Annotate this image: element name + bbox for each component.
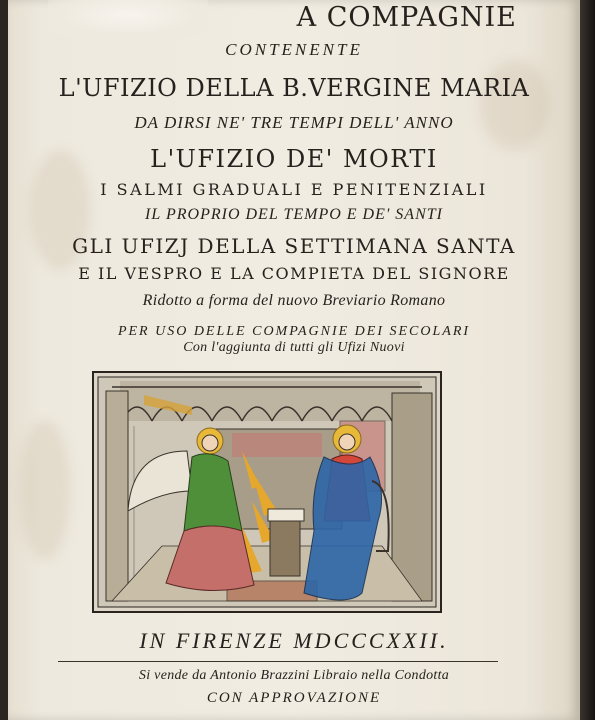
line-per-uso: PER USO DELLE COMPAGNIE DEI SECOLARI [117,324,471,339]
imprint-approval: CON APPROVAZIONE [206,690,382,706]
line-aggiunta: Con l'aggiunta di tutti gli Ufizi Nuovi [183,340,405,355]
line-ufizio-morti: L'UFIZIO DE' MORTI [150,145,438,173]
subtitle-contenente: CONTENENTE [225,40,363,59]
annunciation-engraving [92,371,442,613]
line-da-dirsi: DA DIRSI NE' TRE TEMPI DELL' ANNO [134,113,454,132]
line-ufizj: GLI UFIZJ DELLA SETTIMANA SANTA [72,234,516,258]
line-ridotto: Ridotto a forma del nuovo Breviario Romano [142,292,446,309]
book-spine-edge [580,0,595,720]
line-proprio: IL PROPRIO DEL TEMPO E DE' SANTI [145,206,443,223]
line-salmi: I SALMI GRADUALI E PENITENZIALI [100,180,488,199]
line-ufizio-vergine: L'UFIZIO DELLA B.VERGINE MARIA [58,74,530,102]
imprint-rule [58,661,498,662]
imprint-place-date: IN FIRENZE MDCCCXXII. [139,628,449,653]
line-vespro: E IL VESPRO E LA COMPIETA DEL SIGNORE [78,264,510,283]
title-visible: A COMPAGNIE [296,2,517,33]
torn-paper-patch [48,0,208,38]
paper-stain [20,420,70,560]
imprint-seller: Si vende da Antonio Brazzini Libraio nella Condotta [138,668,450,683]
